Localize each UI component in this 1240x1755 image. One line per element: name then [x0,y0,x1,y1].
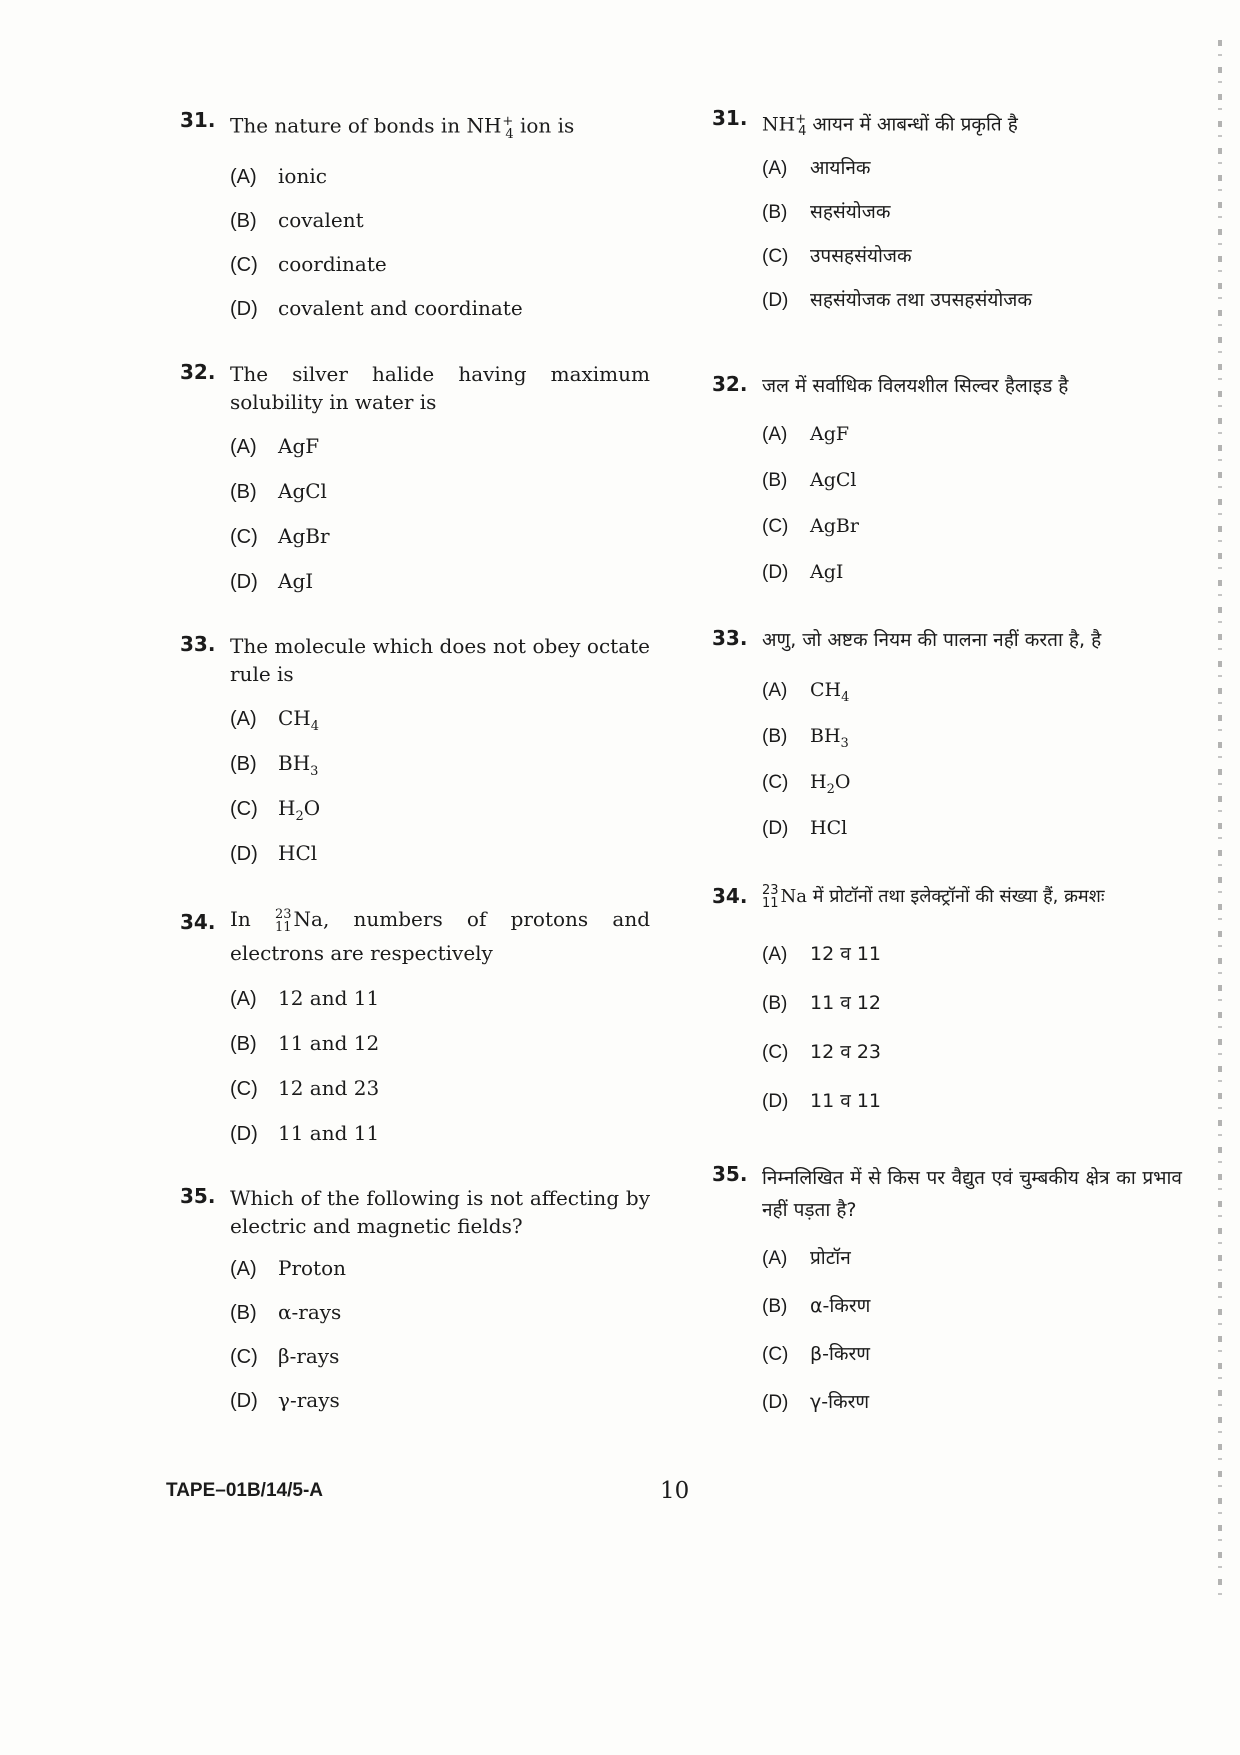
option-a[interactable]: (A) $CH_4$ [230,706,320,734]
question-number: 33. [180,632,216,656]
question-number: 33. [712,626,748,650]
question-text: $NH^+_4$ आयन में आबन्धों की प्रकृति है [762,112,1018,140]
isotope-notation: 23 11 [762,883,779,911]
question-number: 35. [712,1162,748,1186]
option-a[interactable]: (A) ionic [230,164,327,188]
option-d[interactable]: (D) सहसंयोजक तथा उपसहसंयोजक [762,289,1032,311]
option-c[interactable]: (C) 12 व 23 [762,1041,881,1063]
option-d[interactable]: (D) AgI [762,561,844,583]
option-d[interactable]: (D) AgI [230,569,314,593]
option-d[interactable]: (D) γ-rays [230,1388,340,1412]
option-a[interactable]: (A) 12 व 11 [762,943,881,965]
option-c[interactable]: (C) AgBr [230,524,330,548]
question-text: Which of the following is not affecting by electric and magnetic fields? [230,1186,650,1238]
question-number: 32. [180,360,216,384]
scan-edge-divider [1218,40,1222,1600]
option-a[interactable]: (A) Proton [230,1256,347,1280]
option-d[interactable]: (D) HCl [762,817,848,839]
paper-code: TAPE–01B/14/5-A [166,1480,323,1501]
question-number: 31. [180,108,216,132]
option-a[interactable]: (A) प्रोटॉन [762,1247,851,1269]
question-text: 23 11 Na में प्रोटॉनों तथा इलेक्ट्रॉनों की संख्या हैं, क्रमशः [762,883,1105,911]
option-b[interactable]: (B) AgCl [230,479,327,503]
isotope-notation: 23 11 [274,906,292,935]
option-a[interactable]: (A) आयनिक [762,157,871,179]
option-c[interactable]: (C) β-rays [230,1344,340,1368]
option-c[interactable]: (C) AgBr [762,515,859,537]
question-number: 34. [712,884,748,908]
question-number: 32. [712,372,748,396]
option-b[interactable]: (B) covalent [230,208,364,232]
option-a[interactable]: (A) $CH_4$ [762,679,850,705]
option-c[interactable]: (C) उपसहसंयोजक [762,245,912,267]
question-text: जल में सर्वाधिक विलयशील सिल्वर हैलाइड है [762,375,1069,397]
option-a[interactable]: (A) AgF [762,423,850,445]
option-c[interactable]: (C) $H_2O$ [230,796,321,824]
option-a[interactable]: (A) AgF [230,434,320,458]
option-b[interactable]: (B) 11 व 12 [762,992,881,1014]
option-c[interactable]: (C) β-किरण [762,1343,871,1365]
option-d[interactable]: (D) 11 व 11 [762,1090,881,1112]
question-text: The nature of bonds in $NH^+_4$ ion is [230,113,575,142]
option-c[interactable]: (C) coordinate [230,252,387,276]
question-number: 34. [180,910,216,934]
question-text: The silver halide having maximum solubility in water is [230,362,650,414]
question-text: In 23 11 Na, numbers of protons and electrons are respectively [230,906,650,965]
option-c[interactable]: (C) 12 and 23 [230,1076,380,1100]
option-b[interactable]: (B) α-rays [230,1300,342,1324]
question-number: 31. [712,106,748,130]
option-c[interactable]: (C) $H_2O$ [762,771,851,797]
question-text: अणु, जो अष्टक नियम की पालना नहीं करता है, है [762,629,1102,651]
question-text: The molecule which does not obey octate rule is [230,634,650,686]
question-number: 35. [180,1184,216,1208]
option-b[interactable]: (B) $BH_3$ [230,751,319,779]
option-b[interactable]: (B) सहसंयोजक [762,201,891,223]
option-b[interactable]: (B) 11 and 12 [230,1031,380,1055]
option-b[interactable]: (B) AgCl [762,469,857,491]
option-d[interactable]: (D) HCl [230,841,318,865]
question-text: निम्नलिखित में से किस पर वैद्युत एवं चुम्बकीय क्षेत्र का प्रभाव नहीं पड़ता है? [762,1167,1182,1221]
option-b[interactable]: (B) $BH_3$ [762,725,849,751]
option-b[interactable]: (B) α-किरण [762,1295,871,1317]
option-a[interactable]: (A) 12 and 11 [230,986,380,1010]
option-d[interactable]: (D) 11 and 11 [230,1121,380,1145]
option-d[interactable]: (D) γ-किरण [762,1391,870,1413]
option-d[interactable]: (D) covalent and coordinate [230,296,523,320]
page-number: 10 [660,1478,690,1504]
